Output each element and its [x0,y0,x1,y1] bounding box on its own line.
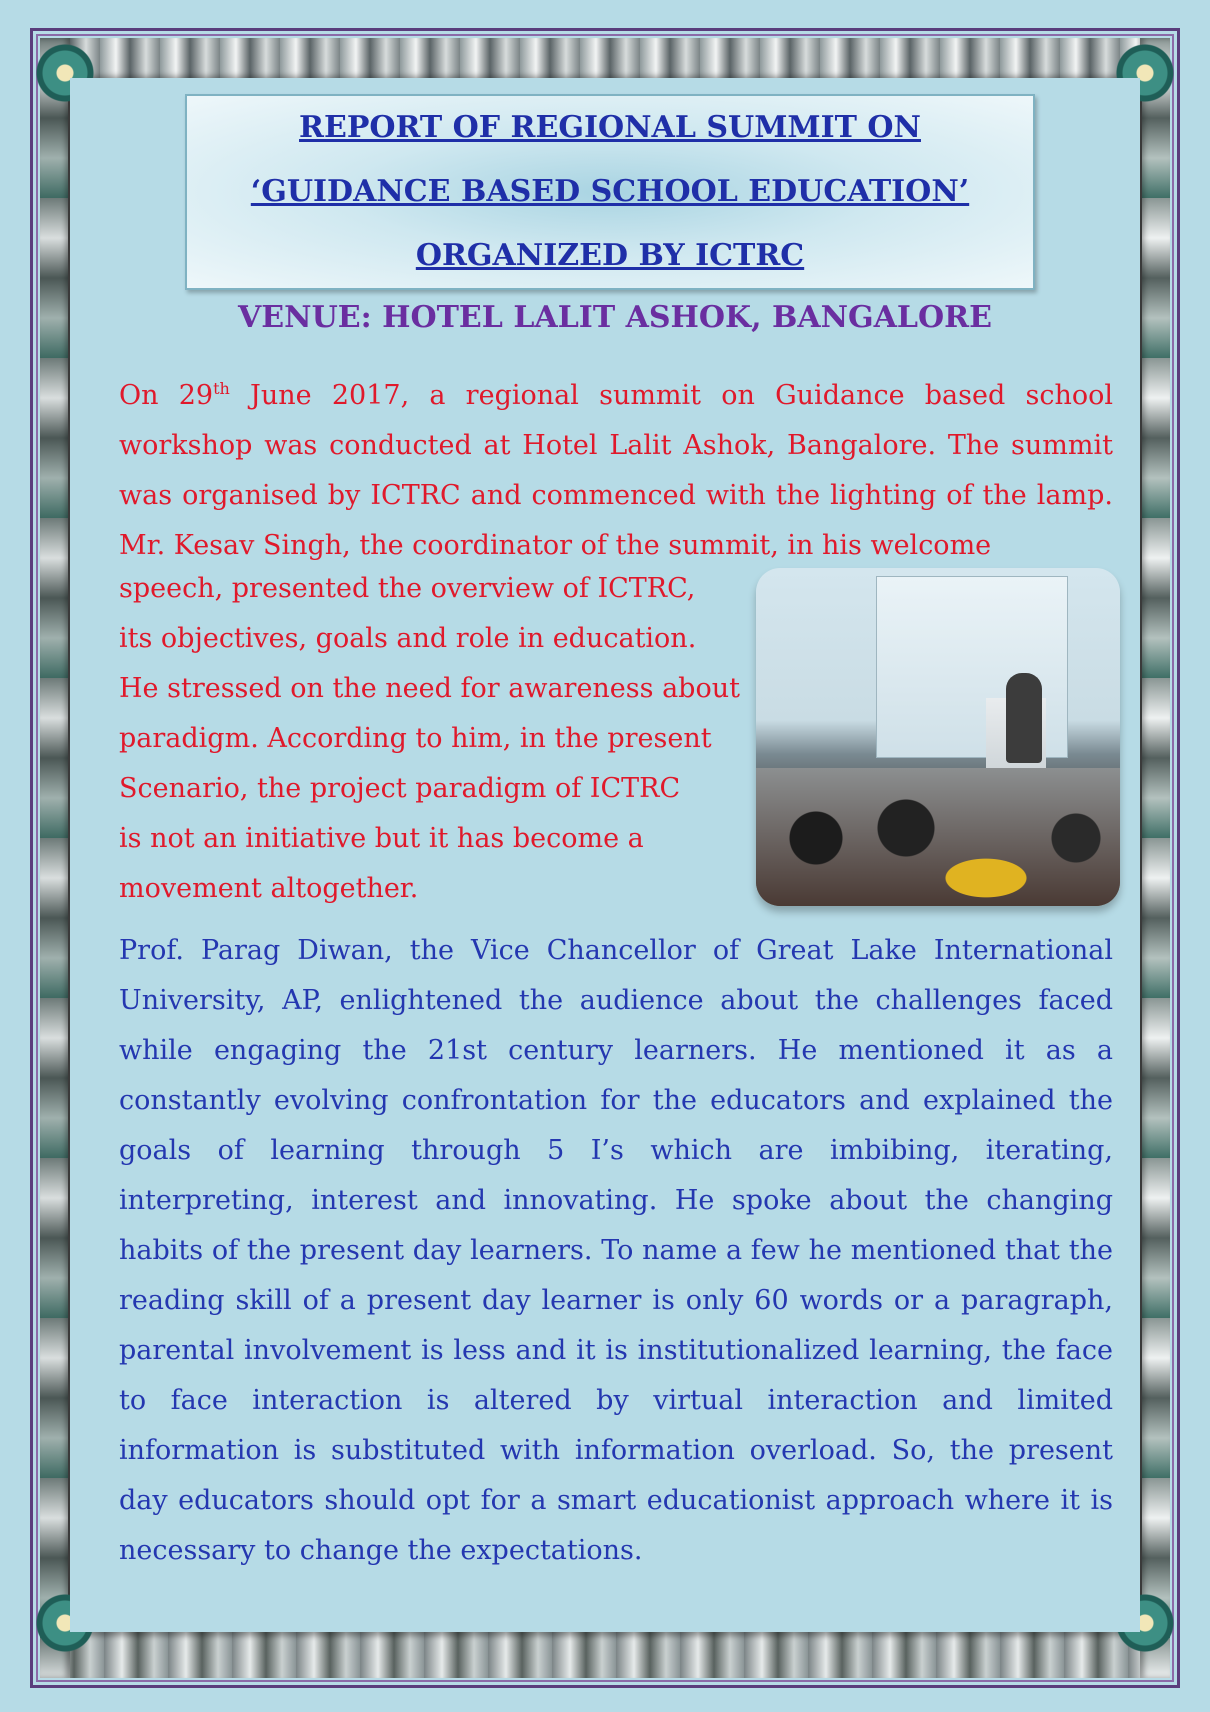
frame-bottom [40,1632,1170,1678]
document-content [70,78,1140,1632]
paragraph-1-line: is not an initiative but it has become a [119,823,644,854]
paragraph-1-body: June 2017, a regional summit on Guidance based school workshop was conducted at Hotel Lalit Ashok, Bangalore. The summit was organised by ICTRC and commenced with the lighting of the lamp. Mr. Kesav Singh, the coordinator of the summit, in his welcome [119,380,1114,561]
paragraph-1-line: Scenario, the project paradigm of ICTRC [119,773,681,804]
paragraph-1-line: speech, presented the overview of ICTRC, [119,573,696,604]
paragraph-1-line: movement altogether. [119,873,419,904]
title-line-2: ‘GUIDANCE BASED SCHOOL EDUCATION’ [250,174,970,209]
ordinal-suffix: th [213,379,230,398]
paragraph-1-line: He stressed on the need for awareness about [119,673,740,704]
photo-audience [756,768,1120,906]
summit-photo [756,568,1120,906]
paragraph-1-intro [119,364,1113,571]
frame-top [40,38,1170,80]
paragraph-1-continued [119,564,759,914]
frame-left [40,38,70,1678]
paragraph-1-prefix: On 29 [119,380,214,411]
paragraph-1-line: paradigm. According to him, in the present [119,723,712,754]
title-line-3: ORGANIZED BY ICTRC [415,238,805,273]
frame-right [1140,38,1170,1678]
paragraph-1-line: its objectives, goals and role in education. [119,623,697,654]
paragraph-2: Prof. Parag Diwan, the Vice Chancellor of Great Lake International University, AP, enlightened the audience about the challenges faced while engaging the 21st century learners. He mentioned it as a constantly evolving confrontation for the educators and explained the goals of learning through 5 I’s which are imbibing, iterating, interpreting, interest and innovating. He spoke about the changing habits of the present day learners. To name a few he mentioned that the reading skill of a present day learner is only 60 words or a paragraph, parental involvement is less and it is institutionalized learning, the face to face interaction is altered by virtual interaction and limited information is substituted with information overload. So, the present day educators should opt for a smart educationist approach where it is necessary to change the expectations. [119,935,1113,1566]
venue-heading: VENUE: HOTEL LALIT ASHOK, BANGALORE [238,300,992,335]
photo-speaker [1006,673,1042,763]
title-box [185,94,1035,290]
title-line-1: REPORT OF REGIONAL SUMMIT ON [299,110,921,145]
